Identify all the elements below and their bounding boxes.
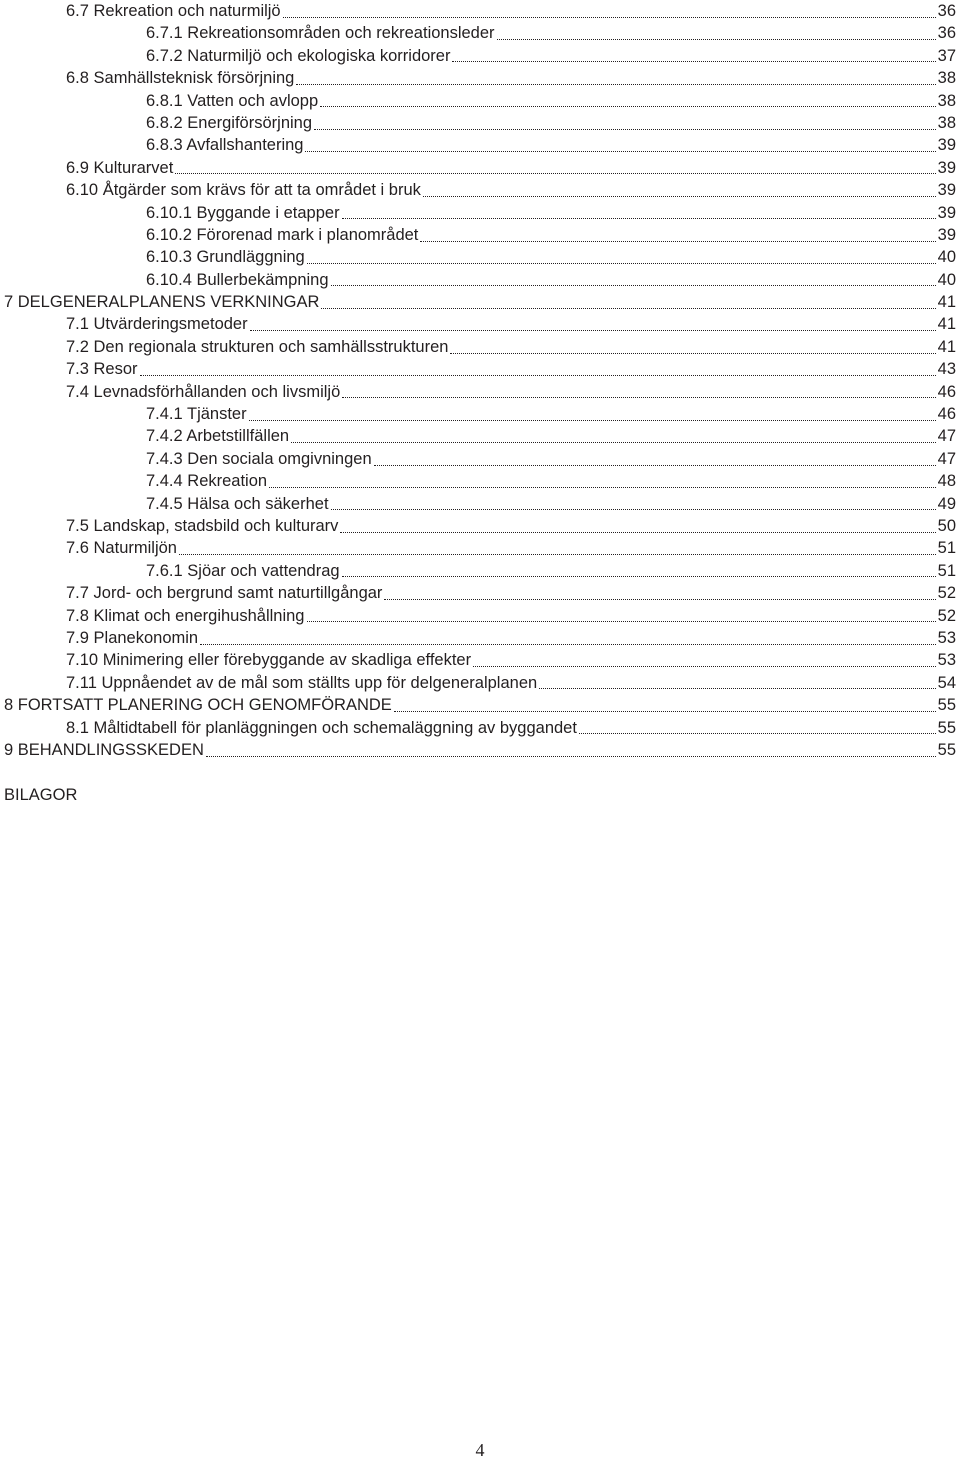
dot-leader [250,330,936,331]
toc-entry-title: 7.7 Jord- och bergrund samt naturtillgångar [66,584,383,603]
toc-entry[interactable] [0,313,960,335]
toc-entry[interactable] [0,627,960,649]
dot-leader [291,442,936,443]
toc-entry-page: 55 [937,740,956,759]
toc-entry-title: 6.10.3 Grundläggning [146,248,305,267]
toc-entry-page: 40 [937,270,956,289]
toc-entry-page: 39 [937,181,956,200]
dot-leader [307,621,936,622]
toc-entry-page: 43 [937,360,956,379]
dot-leader [179,554,936,555]
toc-entry-title: 7.4.2 Arbetstillfällen [146,427,290,446]
toc-entry-page: 52 [937,584,956,603]
toc-entry[interactable] [0,134,960,156]
dot-leader [374,465,936,466]
toc-entry-title: 6.10.2 Förorenad mark i planområdet [146,225,419,244]
toc-entry-page: 41 [937,315,956,334]
dot-leader [314,129,936,130]
appendix-heading: BILAGOR [4,786,78,804]
toc-entry[interactable] [0,22,960,44]
toc-entry-page: 38 [937,69,956,88]
toc-entry[interactable] [0,717,960,739]
toc-entry-page: 37 [937,46,956,65]
dot-leader [342,218,936,219]
dot-leader [340,532,935,533]
toc-entry-title: 6.8.2 Energiförsörjning [146,113,313,132]
toc-entry-title: 7.8 Klimat och energihushållning [66,606,305,625]
toc-entry-title: 7.4 Levnadsförhållanden och livsmiljö [66,382,341,401]
toc-entry-title: 7.11 Uppnåendet av de mål som ställts upp för delgeneralplanen [66,673,538,692]
toc-entry[interactable] [0,269,960,291]
toc-entry[interactable] [0,470,960,492]
toc-entry[interactable] [0,179,960,201]
toc-entry-page: 38 [937,91,956,110]
toc-entry-page: 39 [937,136,956,155]
dot-leader [321,308,935,309]
dot-leader [342,576,936,577]
toc-entry-title: 6.8.3 Avfallshantering [146,136,304,155]
dot-leader [200,644,936,645]
toc-entry[interactable] [0,358,960,380]
dot-leader [420,241,935,242]
toc-entry-title: 7.4.5 Hälsa och säkerhet [146,494,329,513]
toc-entry[interactable] [0,291,960,313]
toc-entry-title: 6.10 Åtgärder som krävs för att ta området i bruk [66,181,421,200]
toc-entry-page: 39 [937,203,956,222]
page-number: 4 [475,1440,485,1460]
toc-entry-title: 7.3 Resor [66,360,138,379]
dot-leader [296,84,935,85]
dot-leader [307,263,936,264]
toc-entry-title: 7.4.4 Rekreation [146,472,268,491]
toc-entry-page: 54 [937,673,956,692]
toc-entry-title: 7.5 Landskap, stadsbild och kulturarv [66,516,339,535]
dot-leader [320,106,935,107]
toc-entry-page: 55 [937,696,956,715]
toc-entry[interactable] [0,493,960,515]
toc-entry-title: 7 DELGENERALPLANENS VERKNINGAR [4,293,320,312]
toc-entry-page: 47 [937,449,956,468]
toc-entry-title: 8 FORTSATT PLANERING OCH GENOMFÖRANDE [4,696,392,715]
toc-entry[interactable] [0,515,960,537]
toc-entry[interactable] [0,582,960,604]
toc-entry[interactable] [0,157,960,179]
dot-leader [450,353,935,354]
toc-entry[interactable] [0,67,960,89]
dot-leader [394,711,936,712]
toc-entry-title: 6.9 Kulturarvet [66,158,174,177]
toc-entry-page: 46 [937,405,956,424]
toc-entry-title: 8.1 Måltidtabell för planläggningen och schemaläggning av byggandet [66,718,577,737]
toc-entry[interactable] [0,246,960,268]
toc-entry[interactable] [0,739,960,761]
dot-leader [249,420,936,421]
toc-entry-title: 6.7.1 Rekreationsområden och rekreationsleder [146,24,495,43]
toc-entry-page: 47 [937,427,956,446]
toc-entry[interactable] [0,336,960,358]
toc-entry-page: 48 [937,472,956,491]
toc-entry-page: 55 [937,718,956,737]
toc-entry[interactable] [0,605,960,627]
toc-entry[interactable] [0,448,960,470]
toc-entry-title: 6.10.4 Bullerbekämpning [146,270,329,289]
toc-entry[interactable] [0,672,960,694]
toc-entry-title: 7.9 Planekonomin [66,628,199,647]
toc-entry-page: 50 [937,516,956,535]
toc-entry-page: 40 [937,248,956,267]
dot-leader [331,285,936,286]
toc-entry-title: 7.1 Utvärderingsmetoder [66,315,248,334]
dot-leader [579,733,936,734]
toc-entry-title: 7.6 Naturmiljön [66,539,177,558]
toc-entry-title: 6.10.1 Byggande i etapper [146,203,340,222]
toc-entry-title: 6.8 Samhällsteknisk försörjning [66,69,295,88]
toc-entry-page: 46 [937,382,956,401]
toc-entry-title: 6.7.2 Naturmiljö och ekologiska korridorer [146,46,451,65]
toc-entry[interactable] [0,381,960,403]
dot-leader [206,756,936,757]
toc-entry-title: 6.7 Rekreation och naturmiljö [66,2,281,20]
toc-entry-page: 51 [937,539,956,558]
toc-entry-title: 7.4.3 Den sociala omgivningen [146,449,372,468]
dot-leader [140,375,936,376]
toc-entry-page: 51 [937,561,956,580]
dot-leader [269,487,936,488]
toc-entry-page: 53 [937,628,956,647]
toc-entry[interactable] [0,560,960,582]
toc-entry[interactable] [0,694,960,716]
toc-entry[interactable] [0,425,960,447]
toc-entry-page: 41 [937,337,956,356]
toc-entry-page: 39 [937,225,956,244]
toc-entry-page: 53 [937,651,956,670]
dot-leader [423,196,936,197]
toc-entry[interactable] [0,649,960,671]
toc-entry-page: 36 [937,24,956,43]
dot-leader [452,61,935,62]
toc-entry-title: 7.4.1 Tjänster [146,405,247,424]
dot-leader [539,688,935,689]
dot-leader [305,151,935,152]
toc-entry[interactable] [0,537,960,559]
toc-entry-title: 7.2 Den regionala strukturen och samhällsstrukturen [66,337,449,356]
toc-entry-title: 6.8.1 Vatten och avlopp [146,91,319,110]
toc-entry[interactable] [0,224,960,246]
toc-entry-page: 41 [937,293,956,312]
toc-entry-page: 38 [937,113,956,132]
toc-entry[interactable] [0,90,960,112]
toc-entry-title: 7.10 Minimering eller förebyggande av skadliga effekter [66,651,472,670]
toc-entry[interactable] [0,403,960,425]
dot-leader [283,17,936,18]
dot-leader [331,509,936,510]
toc-entry[interactable] [0,112,960,134]
toc-entry[interactable] [0,202,960,224]
toc-entry-page: 52 [937,606,956,625]
dot-leader [473,666,936,667]
toc-entry-page: 36 [937,2,956,20]
toc-entry[interactable] [0,0,960,22]
dot-leader [384,599,935,600]
toc-entry[interactable] [0,45,960,67]
toc-entry-title: 7.6.1 Sjöar och vattendrag [146,561,340,580]
dot-leader [497,39,936,40]
toc-entry-page: 39 [937,158,956,177]
dot-leader [175,173,935,174]
toc-entry-title: 9 BEHANDLINGSSKEDEN [4,740,204,759]
toc-entry-page: 49 [937,494,956,513]
dot-leader [342,397,935,398]
